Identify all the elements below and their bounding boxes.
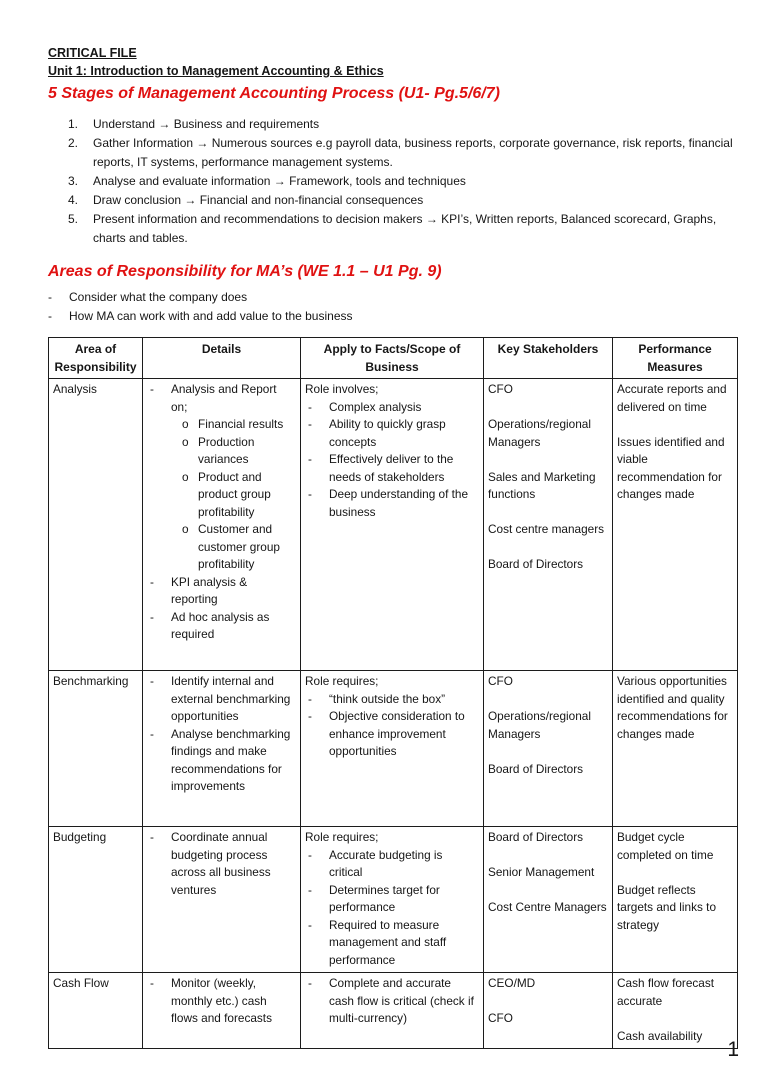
table-row: [49, 973, 738, 1049]
apply-item-text: “think outside the box”: [329, 691, 446, 706]
dash-marker: -: [150, 726, 154, 741]
dash-marker: -: [150, 830, 154, 844]
stage-text: Gather Information → Numerous sources e.g payroll data, business reports, corporate governance, risk reports, financial reports, IT systems, performance management systems.: [93, 136, 733, 169]
apply-item: [305, 416, 478, 451]
stage-item: [68, 191, 748, 210]
stakeholders-cell: [484, 827, 613, 973]
stage-item: [68, 115, 748, 134]
dash-marker: -: [308, 487, 312, 501]
table-header-row: [49, 338, 738, 379]
detail-text-line: KPI analysis & reporting: [171, 574, 248, 606]
stage-item: [68, 134, 748, 172]
column-header: Apply to Facts/Scope of Business: [301, 338, 484, 379]
dash-marker: -: [48, 290, 52, 304]
dash-marker: -: [308, 399, 312, 414]
dash-marker: -: [150, 574, 154, 589]
detail-subitem: [171, 416, 295, 434]
performance-text: Various opportunities identified and quality recommendations for changes made: [617, 674, 728, 741]
apply-item: [305, 917, 478, 970]
stage-number: 3.: [68, 174, 79, 188]
apply-intro: Role involves;: [305, 382, 379, 396]
section1-title: 5 Stages of Management Accounting Process (U1- Pg.5/6/7): [48, 85, 500, 102]
stage-number: 4.: [68, 193, 79, 207]
detail-text-line: Analysis and Report on;: [171, 382, 277, 414]
stage-item: [68, 172, 748, 191]
apply-cell: [301, 973, 484, 1049]
circle-marker: o: [182, 417, 189, 431]
performance-text: Cash flow forecast accurate: [617, 976, 715, 1008]
area-cell: Benchmarking: [49, 671, 143, 827]
dash-marker: -: [308, 691, 312, 706]
stage-item: [68, 210, 748, 248]
dash-marker: -: [308, 709, 312, 723]
detail-item: [147, 975, 295, 1028]
dash-marker: -: [48, 309, 52, 323]
stakeholder-text: Operations/regional Managers: [488, 709, 591, 741]
performance-cell: [613, 827, 738, 973]
detail-subitem-text: Production variances: [198, 434, 255, 466]
column-header: Key Stakeholders: [484, 338, 613, 379]
apply-item: [305, 847, 478, 882]
dash-marker: -: [308, 417, 312, 431]
apply-cell: [301, 671, 484, 827]
detail-subitem-text: Financial results: [198, 417, 284, 431]
stakeholder-text: Board of Directors: [488, 830, 584, 844]
area-cell: Analysis: [49, 379, 143, 671]
apply-intro: Role requires;: [305, 830, 379, 844]
stakeholder-text: Senior Management: [488, 865, 595, 879]
circle-marker: o: [182, 522, 189, 536]
column-header: Area of Responsibility: [49, 338, 143, 379]
details-cell: [143, 827, 301, 973]
apply-item-text: Accurate budgeting is critical: [329, 847, 443, 879]
apply-item-text: Complex analysis: [329, 399, 422, 414]
detail-subitem: [171, 521, 295, 574]
detail-subitem-text: Customer and customer group profitability: [198, 522, 280, 571]
dash-marker: -: [150, 674, 154, 688]
performance-text: Budget cycle completed on time: [617, 830, 714, 862]
apply-item-text: Effectively deliver to the needs of stakeholders: [329, 452, 454, 484]
detail-item: [147, 609, 295, 644]
stakeholders-cell: [484, 671, 613, 827]
apply-item-text: Deep understanding of the business: [329, 487, 469, 519]
apply-item: [305, 486, 478, 521]
apply-item: [305, 882, 478, 917]
stakeholder-text: CFO: [488, 382, 513, 396]
table-body: [49, 379, 738, 1049]
detail-item: [147, 673, 295, 726]
apply-item-text: Objective consideration to enhance improvement opportunities: [329, 709, 465, 758]
stage-number: 1.: [68, 117, 79, 131]
stakeholder-text: Board of Directors: [488, 557, 584, 571]
detail-text: [171, 829, 295, 899]
stage-text: Understand → Business and requirements: [93, 117, 320, 131]
stage-text: Analyse and evaluate information → Framework, tools and techniques: [93, 174, 466, 188]
stakeholder-text: CFO: [488, 1011, 513, 1025]
stakeholder-text: Cost centre managers: [488, 522, 605, 536]
performance-text: Accurate reports and delivered on time: [617, 382, 727, 414]
detail-text-line: Analyse benchmarking findings and make recommendations for improvements: [171, 726, 291, 793]
details-cell: [143, 671, 301, 827]
performance-text: Issues identified and viable recommendation for changes made: [617, 434, 725, 501]
area-cell: Cash Flow: [49, 973, 143, 1049]
detail-item: [147, 381, 295, 574]
detail-item: [147, 829, 295, 899]
performance-cell: [613, 671, 738, 827]
stakeholder-text: Cost Centre Managers: [488, 900, 607, 914]
area-cell: Budgeting: [49, 827, 143, 973]
section2-title: Areas of Responsibility for MA’s (WE 1.1 – U1 Pg. 9): [48, 263, 442, 280]
detail-text-line: Monitor (weekly, monthly etc.) cash flows and forecasts: [171, 976, 272, 1025]
performance-text: Budget reflects targets and links to strategy: [617, 882, 717, 932]
stakeholder-text: Sales and Marketing functions: [488, 469, 596, 501]
stakeholder-text: CFO: [488, 674, 513, 688]
detail-text: [171, 726, 295, 796]
stage-text: Draw conclusion → Financial and non-financial consequences: [93, 193, 424, 207]
responsibility-table: [48, 337, 738, 1049]
apply-item-text: Complete and accurate cash flow is critical (check if multi-currency): [329, 976, 474, 1025]
doc-label: CRITICAL FILE: [48, 46, 137, 60]
detail-text-line: Ad hoc analysis as required: [171, 609, 270, 641]
apply-cell: [301, 827, 484, 973]
detail-text: [171, 609, 295, 644]
dash-marker: -: [150, 976, 154, 990]
apply-item: [305, 451, 478, 486]
detail-subitem: [171, 434, 295, 469]
stage-number: 5.: [68, 212, 79, 226]
apply-item: [305, 975, 478, 1028]
list-item-text: How MA can work with and add value to the business: [69, 309, 353, 323]
detail-subitem: [171, 469, 295, 522]
dash-marker: -: [308, 976, 312, 990]
detail-text: [171, 574, 295, 609]
page-number: 1: [727, 1038, 739, 1061]
apply-item-text: Determines target for performance: [329, 882, 440, 914]
apply-item: [305, 399, 478, 417]
detail-item: [147, 726, 295, 796]
stages-list: [68, 115, 748, 248]
stakeholders-cell: [484, 973, 613, 1049]
details-cell: [143, 379, 301, 671]
stage-text: Present information and recommendations to decision makers → KPI’s, Written reports, Balanced scorecard, Graphs, charts and tables.: [93, 212, 717, 245]
performance-cell: [613, 973, 738, 1049]
list-item: [48, 288, 748, 307]
performance-text: Cash availability: [617, 1028, 703, 1043]
detail-text: [171, 381, 295, 574]
performance-cell: [613, 379, 738, 671]
dash-marker: -: [308, 917, 312, 932]
stage-number: 2.: [68, 136, 79, 150]
stakeholders-cell: [484, 379, 613, 671]
details-cell: [143, 973, 301, 1049]
dash-marker: -: [308, 882, 312, 897]
column-header: Performance Measures: [613, 338, 738, 379]
table-row: [49, 379, 738, 671]
table-header-row: [49, 338, 738, 379]
detail-text-line: Identify internal and external benchmarking opportunities: [171, 674, 291, 723]
detail-text-line: Coordinate annual budgeting process across all business ventures: [171, 830, 271, 897]
circle-marker: o: [182, 434, 189, 449]
apply-item: [305, 708, 478, 761]
table-row: [49, 671, 738, 827]
stakeholder-text: Board of Directors: [488, 761, 584, 776]
detail-subitem-text: Product and product group profitability: [198, 469, 271, 519]
circle-marker: o: [182, 469, 189, 484]
table-row: [49, 827, 738, 973]
apply-item: [305, 691, 478, 709]
dash-marker: -: [150, 382, 154, 396]
dash-marker: -: [150, 609, 154, 624]
dash-marker: -: [308, 847, 312, 862]
list-item-text: Consider what the company does: [69, 290, 248, 304]
unit-title: Unit 1: Introduction to Management Accounting & Ethics: [48, 64, 384, 78]
detail-item: [147, 574, 295, 609]
apply-item-text: Ability to quickly grasp concepts: [329, 417, 446, 449]
detail-text: [171, 673, 295, 726]
stakeholder-text: CEO/MD: [488, 976, 536, 990]
dash-marker: -: [308, 452, 312, 466]
apply-intro: Role requires;: [305, 674, 379, 688]
list-item: [48, 307, 748, 326]
document-content: [48, 44, 748, 1049]
column-header: Details: [143, 338, 301, 379]
stakeholder-text: Operations/regional Managers: [488, 417, 591, 449]
detail-text: [171, 975, 295, 1028]
apply-cell: [301, 379, 484, 671]
apply-item-text: Required to measure management and staff performance: [329, 917, 447, 967]
responsibility-bullets: [48, 288, 748, 326]
